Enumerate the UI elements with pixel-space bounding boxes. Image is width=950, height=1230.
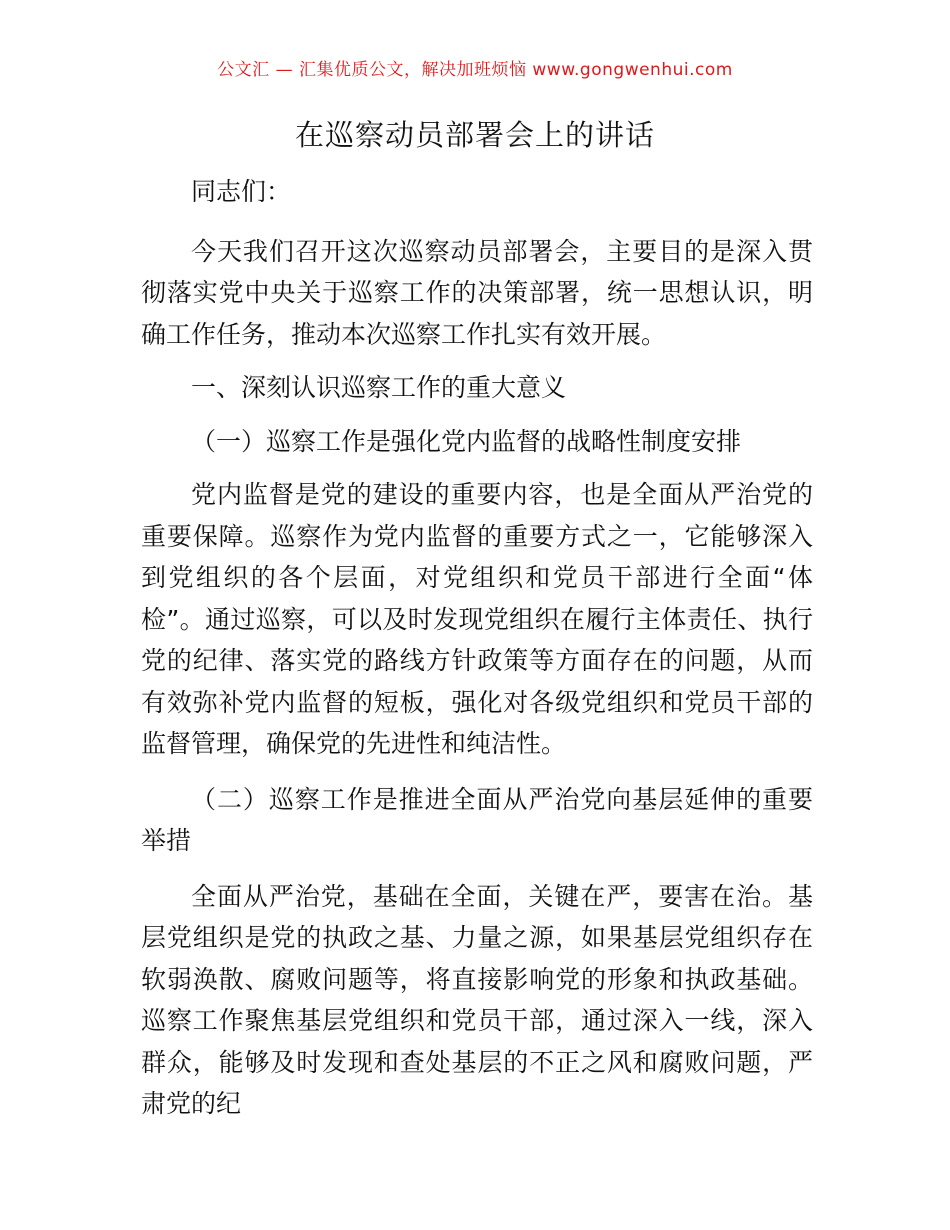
section-heading-1: 一、深刻认识巡察工作的重大意义 — [191, 373, 567, 402]
header-banner: 公文汇 — 汇集优质公文，解决加班烦恼 www.gongwenhui.com — [217, 60, 733, 80]
document-body — [141, 171, 813, 1125]
page-title: 在巡察动员部署会上的讲话 — [294, 118, 655, 152]
subsection-heading-2: （二）巡察工作是推进全面从严治党向基层延伸的重要举措 — [141, 784, 813, 855]
intro-paragraph: 今天我们召开这次巡察动员部署会，主要目的是深入贯彻落实党中央关于巡察工作的决策部署，统一思想认识，明确工作任务，推动本次巡察工作扎实有效开展。 — [141, 236, 813, 349]
subsection-1-paragraph: 党内监督是党的建设的重要内容，也是全面从严治党的重要保障。巡察作为党内监督的重要方式之一，它能够深入到党组织的各个层面，对党组织和党员干部进行全面“体检”。通过巡察，可以及时发现党组织在履行主体责任、执行党的纪律、落实党的路线方针政策等方面存在的问题，从而有效弥补党内监督的短板，强化对各级党组织和党员干部的监督管理，确保党的先进性和纯洁性。 — [141, 480, 813, 758]
subsection-heading-1: （一）巡察工作是强化党内监督的战略性制度安排 — [191, 426, 742, 456]
subsection-2-paragraph: 全面从严治党，基础在全面，关键在严，要害在治。基层党组织是党的执政之基、力量之源，如果基层党组织存在软弱涣散、腐败问题等，将直接影响党的形象和执政基础。巡察工作聚焦基层党组织和党员干部，通过深入一线，深入群众，能够及时发现和查处基层的不正之风和腐败问题，严肃党的纪 — [141, 881, 813, 1118]
salutation: 同志们： — [191, 177, 292, 206]
